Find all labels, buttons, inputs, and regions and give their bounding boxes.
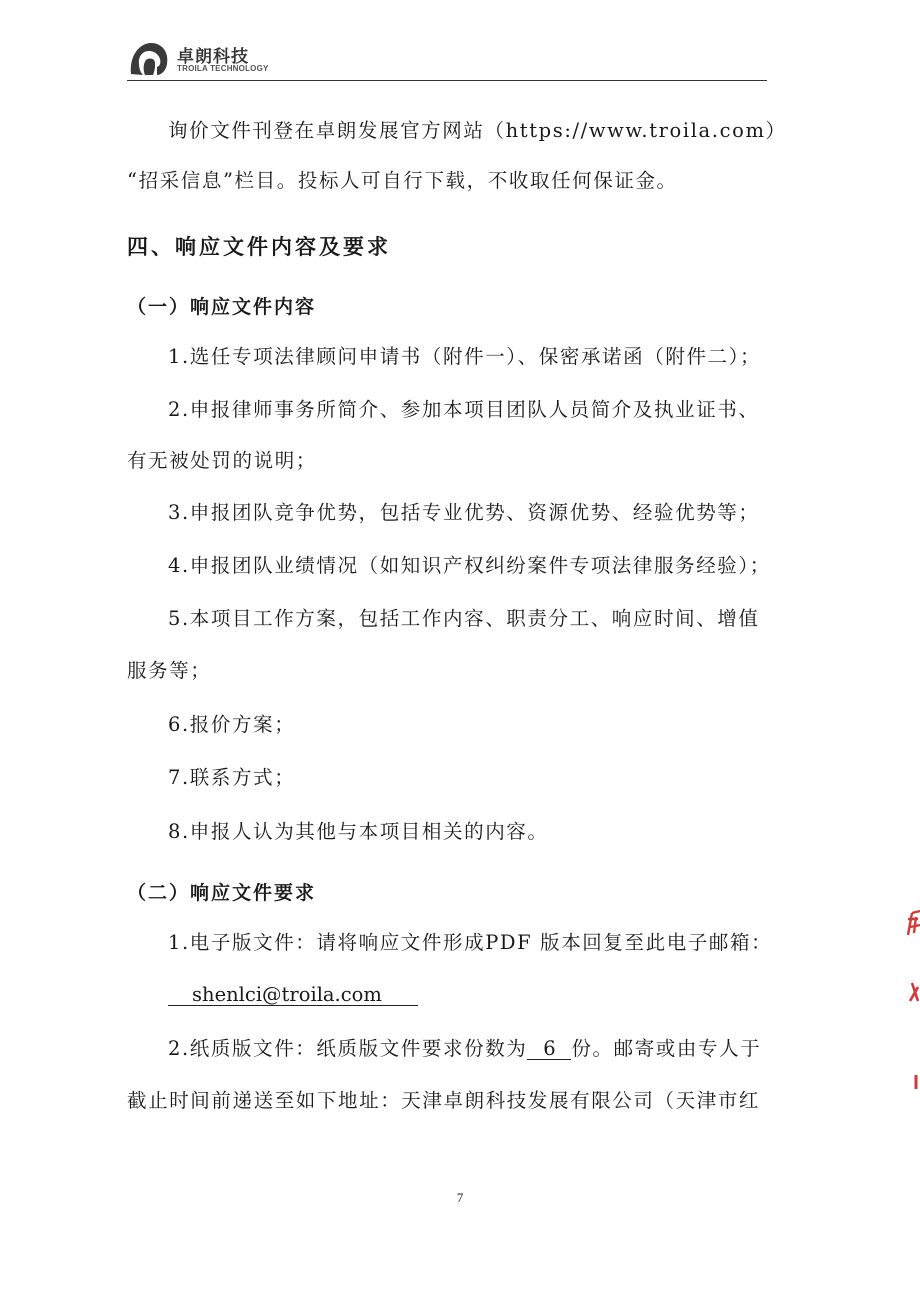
email-address: shenlci@troila.com xyxy=(168,985,418,1006)
list-item-2-cont: 有无被处罚的说明； xyxy=(127,449,317,472)
page-number: 7 xyxy=(456,1190,464,1205)
section-heading: 四、响应文件内容及要求 xyxy=(127,235,391,259)
troila-logo-icon xyxy=(127,40,171,78)
subsection-heading-2: （二）响应文件要求 xyxy=(127,882,317,904)
list-item-4: 4.申报团队业绩情况（如知识产权纠纷案件专项法律服务经验）； xyxy=(168,554,771,577)
paper-prefix: 2.纸质版文件：纸质版文件要求份数为 xyxy=(168,1037,528,1060)
page-header xyxy=(127,36,767,82)
list-item-8: 8.申报人认为其他与本项目相关的内容。 xyxy=(168,820,549,843)
list-item-1: 1.选任专项法律顾问申请书（附件一）、保密承诺函（附件二）； xyxy=(168,345,762,368)
electronic-file-requirement: 1.电子版文件：请将响应文件形成PDF 版本回复至此电子邮箱： xyxy=(168,931,773,954)
intro-line-2: “招采信息”栏目。投标人可自行下载，不收取任何保证金。 xyxy=(127,169,678,192)
red-seal-stamp-fragment xyxy=(898,905,920,1095)
intro-line-1: 询价文件刊登在卓朗发展官方网站（https://www.troila.com） xyxy=(168,119,787,142)
subsection-heading-1: （一）响应文件内容 xyxy=(127,296,317,318)
header-divider xyxy=(127,80,767,81)
logo-english-name: TROILA TECHNOLOGY xyxy=(177,64,269,73)
paper-suffix: 份。邮寄或由专人于 xyxy=(571,1037,762,1060)
list-item-5-cont: 服务等； xyxy=(127,659,212,682)
list-item-2: 2.申报律师事务所简介、参加本项目团队人员简介及执业证书、 xyxy=(168,398,760,421)
paper-file-requirement-cont: 截止时间前递送至如下地址：天津卓朗科技发展有限公司（天津市红 xyxy=(127,1089,761,1112)
list-item-7: 7.联系方式； xyxy=(168,766,296,789)
list-item-6: 6.报价方案； xyxy=(168,713,296,736)
list-item-3: 3.申报团队竞争优势，包括专业优势、资源优势、经验优势等； xyxy=(168,501,760,524)
email-line xyxy=(168,985,418,1006)
logo-chinese-name: 卓朗科技 xyxy=(177,47,249,67)
paper-copies-value: 6 xyxy=(527,1039,571,1060)
paper-file-requirement xyxy=(168,1039,761,1060)
list-item-5: 5.本项目工作方案，包括工作内容、职责分工、响应时间、增值 xyxy=(168,607,760,630)
